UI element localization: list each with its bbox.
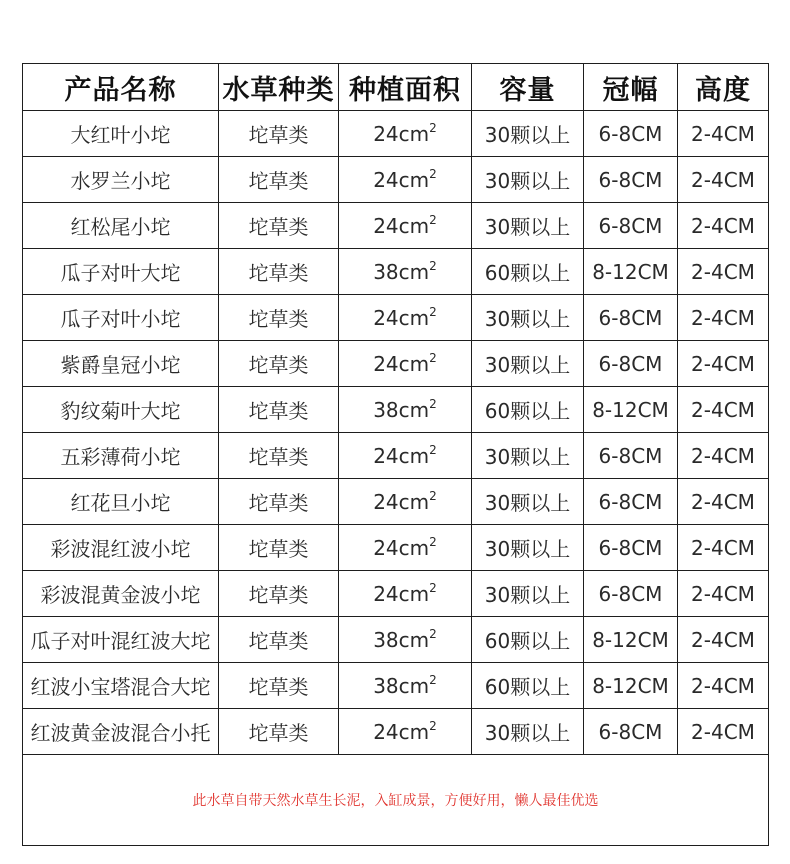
area-value: 24cm (373, 214, 430, 238)
header-plant-type: 水草种类 (219, 64, 339, 111)
crown-width-cell: 8-12CM (584, 387, 678, 433)
crown-width-cell: 8-12CM (584, 249, 678, 295)
header-planting-area: 种植面积 (339, 64, 472, 111)
planting-area-cell (339, 479, 472, 525)
height-cell: 2-4CM (678, 433, 769, 479)
area-exponent: 2 (429, 673, 437, 687)
height-cell: 2-4CM (678, 341, 769, 387)
product-name-cell: 彩波混红波小坨 (23, 525, 219, 571)
product-name-cell: 红花旦小坨 (23, 479, 219, 525)
table-row (23, 571, 769, 617)
area-value: 38cm (373, 628, 430, 652)
crown-width-cell: 6-8CM (584, 111, 678, 157)
height-cell: 2-4CM (678, 203, 769, 249)
height-cell: 2-4CM (678, 571, 769, 617)
crown-width-cell: 6-8CM (584, 525, 678, 571)
capacity-cell: 60颗以上 (472, 387, 584, 433)
footnote-row (23, 755, 769, 846)
product-spec-table (22, 63, 769, 846)
area-exponent: 2 (429, 351, 437, 365)
area-value: 24cm (373, 444, 430, 468)
area-exponent: 2 (429, 719, 437, 733)
crown-width-cell: 6-8CM (584, 433, 678, 479)
area-exponent: 2 (429, 397, 437, 411)
area-exponent: 2 (429, 443, 437, 457)
capacity-cell: 30颗以上 (472, 709, 584, 755)
area-exponent: 2 (429, 305, 437, 319)
table-row (23, 249, 769, 295)
product-name-cell: 瓜子对叶小坨 (23, 295, 219, 341)
table-row (23, 203, 769, 249)
capacity-cell: 30颗以上 (472, 433, 584, 479)
area-exponent: 2 (429, 627, 437, 641)
plant-type-cell: 坨草类 (219, 387, 339, 433)
height-cell: 2-4CM (678, 617, 769, 663)
height-cell: 2-4CM (678, 479, 769, 525)
header-capacity: 容量 (472, 64, 584, 111)
height-cell: 2-4CM (678, 525, 769, 571)
table-row (23, 295, 769, 341)
plant-type-cell: 坨草类 (219, 617, 339, 663)
area-value: 38cm (373, 674, 430, 698)
planting-area-cell (339, 433, 472, 479)
crown-width-cell: 6-8CM (584, 157, 678, 203)
height-cell: 2-4CM (678, 295, 769, 341)
capacity-cell: 30颗以上 (472, 295, 584, 341)
crown-width-cell: 6-8CM (584, 709, 678, 755)
capacity-cell: 60颗以上 (472, 663, 584, 709)
header-product-name: 产品名称 (23, 64, 219, 111)
plant-type-cell: 坨草类 (219, 341, 339, 387)
plant-type-cell: 坨草类 (219, 295, 339, 341)
planting-area-cell (339, 157, 472, 203)
area-exponent: 2 (429, 489, 437, 503)
capacity-cell: 30颗以上 (472, 157, 584, 203)
crown-width-cell: 6-8CM (584, 479, 678, 525)
area-exponent: 2 (429, 121, 437, 135)
area-exponent: 2 (429, 167, 437, 181)
capacity-cell: 30颗以上 (472, 203, 584, 249)
crown-width-cell: 6-8CM (584, 203, 678, 249)
header-height: 高度 (678, 64, 769, 111)
height-cell: 2-4CM (678, 387, 769, 433)
area-value: 38cm (373, 398, 430, 422)
product-name-cell: 紫爵皇冠小坨 (23, 341, 219, 387)
area-value: 24cm (373, 352, 430, 376)
height-cell: 2-4CM (678, 709, 769, 755)
table-row (23, 341, 769, 387)
height-cell: 2-4CM (678, 157, 769, 203)
planting-area-cell (339, 341, 472, 387)
plant-type-cell: 坨草类 (219, 571, 339, 617)
capacity-cell: 30颗以上 (472, 341, 584, 387)
header-row (23, 64, 769, 111)
area-value: 24cm (373, 720, 430, 744)
area-exponent: 2 (429, 259, 437, 273)
area-value: 24cm (373, 306, 430, 330)
plant-type-cell: 坨草类 (219, 111, 339, 157)
plant-type-cell: 坨草类 (219, 479, 339, 525)
table-row (23, 111, 769, 157)
planting-area-cell (339, 249, 472, 295)
capacity-cell: 30颗以上 (472, 525, 584, 571)
area-value: 24cm (373, 168, 430, 192)
product-name-cell: 红波黄金波混合小托 (23, 709, 219, 755)
crown-width-cell: 6-8CM (584, 295, 678, 341)
product-name-cell: 水罗兰小坨 (23, 157, 219, 203)
plant-type-cell: 坨草类 (219, 525, 339, 571)
crown-width-cell: 6-8CM (584, 571, 678, 617)
area-exponent: 2 (429, 213, 437, 227)
footnote-text: 此水草自带天然水草生长泥，入缸成景，方便好用，懒人最佳优选 (23, 755, 769, 846)
crown-width-cell: 8-12CM (584, 617, 678, 663)
planting-area-cell (339, 571, 472, 617)
product-name-cell: 五彩薄荷小坨 (23, 433, 219, 479)
plant-type-cell: 坨草类 (219, 433, 339, 479)
table-row (23, 663, 769, 709)
area-exponent: 2 (429, 535, 437, 549)
planting-area-cell (339, 709, 472, 755)
table-row (23, 387, 769, 433)
product-name-cell: 红松尾小坨 (23, 203, 219, 249)
planting-area-cell (339, 525, 472, 571)
product-name-cell: 大红叶小坨 (23, 111, 219, 157)
plant-type-cell: 坨草类 (219, 249, 339, 295)
area-value: 24cm (373, 490, 430, 514)
capacity-cell: 60颗以上 (472, 617, 584, 663)
crown-width-cell: 6-8CM (584, 341, 678, 387)
header-crown-width: 冠幅 (584, 64, 678, 111)
crown-width-cell: 8-12CM (584, 663, 678, 709)
planting-area-cell (339, 295, 472, 341)
area-value: 38cm (373, 260, 430, 284)
plant-type-cell: 坨草类 (219, 203, 339, 249)
table-row (23, 617, 769, 663)
plant-type-cell: 坨草类 (219, 663, 339, 709)
capacity-cell: 30颗以上 (472, 479, 584, 525)
product-name-cell: 豹纹菊叶大坨 (23, 387, 219, 433)
product-name-cell: 瓜子对叶大坨 (23, 249, 219, 295)
planting-area-cell (339, 617, 472, 663)
table-row (23, 525, 769, 571)
height-cell: 2-4CM (678, 249, 769, 295)
area-value: 24cm (373, 536, 430, 560)
area-value: 24cm (373, 122, 430, 146)
table-row (23, 157, 769, 203)
table-row (23, 479, 769, 525)
plant-type-cell: 坨草类 (219, 157, 339, 203)
capacity-cell: 30颗以上 (472, 111, 584, 157)
height-cell: 2-4CM (678, 663, 769, 709)
height-cell: 2-4CM (678, 111, 769, 157)
plant-type-cell: 坨草类 (219, 709, 339, 755)
product-name-cell: 彩波混黄金波小坨 (23, 571, 219, 617)
area-value: 24cm (373, 582, 430, 606)
capacity-cell: 30颗以上 (472, 571, 584, 617)
table-row (23, 709, 769, 755)
product-name-cell: 红波小宝塔混合大坨 (23, 663, 219, 709)
planting-area-cell (339, 111, 472, 157)
capacity-cell: 60颗以上 (472, 249, 584, 295)
area-exponent: 2 (429, 581, 437, 595)
planting-area-cell (339, 663, 472, 709)
planting-area-cell (339, 203, 472, 249)
product-name-cell: 瓜子对叶混红波大坨 (23, 617, 219, 663)
planting-area-cell (339, 387, 472, 433)
table-row (23, 433, 769, 479)
